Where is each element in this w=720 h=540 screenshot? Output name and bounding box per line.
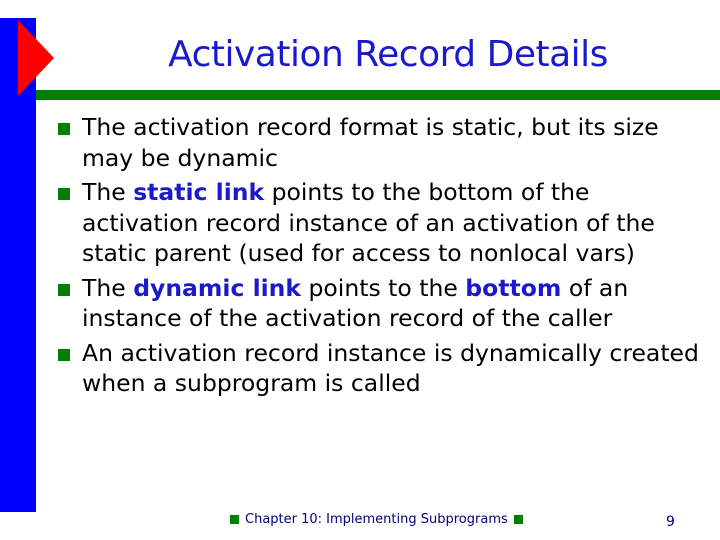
bullet-list <box>56 112 706 403</box>
bullet-square-icon <box>58 123 70 135</box>
title-divider <box>36 90 720 100</box>
bullet-square-icon <box>58 188 70 200</box>
term-static-link: static link <box>133 178 265 206</box>
bullet-square-icon <box>58 349 70 361</box>
bullet-text: of an instance of the activation record of the caller <box>82 273 629 332</box>
bullet-text: The <box>82 273 134 302</box>
bullet-item <box>56 338 706 399</box>
bullet-item <box>56 273 706 334</box>
bullet-text: The <box>82 178 134 206</box>
term-dynamic-link: dynamic link <box>133 273 302 302</box>
red-arrow-icon <box>18 20 54 96</box>
bullet-item <box>56 177 706 269</box>
bullet-square-icon <box>58 284 70 296</box>
footer <box>224 512 529 527</box>
slide-title: Activation Record Details <box>168 34 608 75</box>
bullet-item <box>56 112 706 173</box>
bullet-text: points to the bottom of the activation record instance of an activation of the static parent (used for access to nonlocal vars) <box>82 178 655 267</box>
footer-text: Chapter 10: Implementing Subprograms <box>245 512 508 527</box>
bullet-text: An activation record instance is dynamically created when a subprogram is called <box>82 338 699 397</box>
footer-square-icon <box>230 515 239 524</box>
footer-square-icon <box>514 515 523 524</box>
bullet-text: points to the <box>301 273 466 302</box>
term-bottom: bottom <box>465 273 562 302</box>
page-number: 9 <box>666 514 675 530</box>
bullet-text: The activation record format is static, but its size may be dynamic <box>82 113 659 172</box>
